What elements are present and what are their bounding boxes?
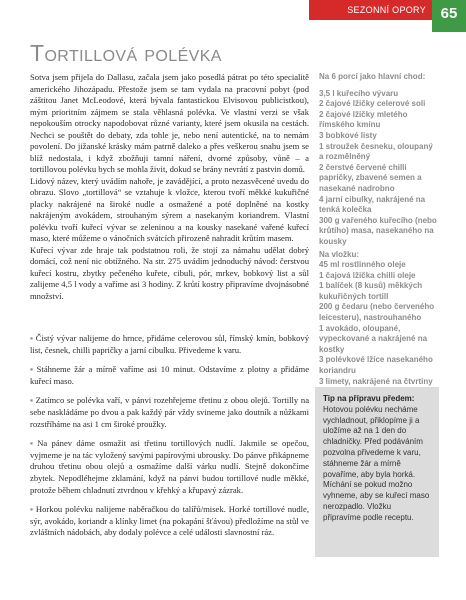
recipe-step bbox=[30, 333, 309, 356]
intro-paragraph: Lidový název, který uvádím nahoře, je zavádějící, a proto nezasvěcené uvedu do obrazu. Slovo „tortillová“ se vztahuje k vložce, kterou tvoří měkké kukuřičné placky nakrájené na široké nudle a osmažené a poté doplněné na kostky nakrájeným avokádem, strouhaným sýrem a nasekaným koriandrem. Vlastní polévku tvoří kuřecí vývar se zeleninou a na kousky nasekané vařené kuřecí maso, které můžeme o vánočních svátcích přirozeně nahradit krůtím masem. bbox=[30, 175, 309, 243]
bullet-icon: ▪ bbox=[30, 333, 34, 343]
ingredient-item: 2 čerstvé červené chilli papričky, zbavené semen a nasekané nadrobno bbox=[319, 162, 422, 193]
recipe-step bbox=[30, 395, 309, 430]
step-text: Zatímco se polévka vaří, v pánvi rozehřejeme třetinu z obou olejů. Tortilly na sebe naskládáme po dvou a pak každý pár vždy svineme jako doutník a nůžkami rozstříháme na asi 1 cm široké proužky. bbox=[30, 395, 310, 429]
recipe-step bbox=[30, 438, 309, 496]
step-text: Na pánev dáme osmažit asi třetinu tortillových nudlí. Jakmile se opečou, vyjmeme je na tác vyložený savými papírovými ubrousky. Do pánve přikápneme druhou třetinu obou olejů a osmažíme další várku nudlí. Stejně dokončíme zbytek. Nepodléhejme zklamání, když na pánvi budou tortillové nudle měkké, protože během chladnutí ztvrdnou v křehký a křupavý zázrak. bbox=[30, 438, 310, 495]
ingredients-heading: Na 6 porcí jako hlavní chod: bbox=[319, 72, 426, 81]
recipe-steps bbox=[30, 333, 309, 547]
tip-heading: Tip na přípravu předem: bbox=[323, 394, 415, 403]
bullet-icon: ▪ bbox=[30, 438, 36, 449]
topping-item: 3 limety, nakrájené na čtvrtiny bbox=[319, 376, 433, 386]
topping-item: 45 ml rostlinného oleje bbox=[319, 260, 406, 270]
ingredient-item: 3,5 l kuřecího vývaru bbox=[319, 88, 399, 98]
topping-item: 1 balíček (8 kusů) měkkých kukuřičných tortill bbox=[319, 281, 423, 301]
page-number: 65 bbox=[432, 0, 466, 32]
intro-text bbox=[30, 72, 309, 302]
ingredient-item: 3 bobkové listy bbox=[319, 130, 377, 140]
tip-text: Hotovou polévku necháme vychladnout, přiklopíme ji a uložíme až na 1 den do chladničky. Před podáváním pozvolna přivedeme k varu, stáhneme žár a mírně povaříme, aby byla horká. Míchání se pokud možno vyhneme, aby se kuřecí maso nerozpadlo. Vložku připravíme podle receptu. bbox=[323, 404, 430, 522]
section-label: SEZONNÍ OPORY bbox=[309, 0, 432, 20]
ingredient-item: 4 jarní cibulky, nakrájené na tenká kolečka bbox=[319, 194, 426, 215]
ingredient-item: 2 čajové lžičky mletého římského kmínu bbox=[319, 109, 408, 130]
topping-item: 200 g čedaru (nebo červeného leicesteru), nastrouhaného bbox=[319, 302, 435, 323]
page-title: Tortillová polévka bbox=[30, 40, 222, 66]
bullet-icon: ▪ bbox=[30, 504, 34, 515]
topping-item: 1 čajová lžička chilli oleje bbox=[319, 270, 416, 280]
recipe-step bbox=[30, 364, 309, 387]
intro-paragraph: Sotva jsem přijela do Dallasu, začala jsem jako posedlá pátrat po této specialitě amerického Jihozápadu. Přestože jsem se tam vydala na pracovní pobyt (pod záštitou Janet McLeodové, která bývala fantastickou Elvisovou publicistkou), mým prioritním zájmem se stala věhlasná polévka. Ve vlastní verzi se však nepokouším otrocky napodobovat různé varianty, které jsem okusila na cestách. Nechci se pouštět do debaty, zda tohle je, nebo není autentické, na to nemám povolení. Do jižanské krásky mám patrně daleko a přes veškerou snahu jsem se blíž nedostala, i když zbožňuji tamní náření, dvorné způsoby, vůně – a tortillovou polévku bych se mohla živit, dokud se brány nevrátí z pastvin domů. bbox=[30, 72, 309, 174]
section-tab bbox=[309, 0, 466, 32]
topping-item: 3 polévkové lžíce nasekaného koriandru bbox=[319, 355, 433, 376]
topping-heading: Na vložku: bbox=[319, 249, 360, 259]
intro-paragraph: Kuřecí vývar zde hraje tak podstatnou roli, že stojí za námahu udělat dobrý domácí, což není nic obtížného. Na str. 275 uvádím jednoduchý návod: čerstvou kuřecí kostru, zbytky pečeného kuřete, cibuli, pór, mrkev, bobkový list a sůl zalijeme 4,5 l vody a vaříme asi 3 hodiny. Z krůtí kostry připravíme dvojnásobné množství. bbox=[30, 244, 309, 301]
step-text: Stáhneme žár a mírně vaříme asi 10 minut. Odstavíme z plotny a přidáme kuřecí maso. bbox=[30, 364, 310, 386]
topping-item: 1 avokádo, oloupané, vypeckované a nakrájené na kostky bbox=[319, 323, 428, 354]
ingredient-item: 2 čajové lžičky celerové soli bbox=[319, 99, 426, 109]
step-text: Čistý vývar nalijeme do hrnce, přidáme celerovou sůl, římský kmín, bobkový list, česnek, chilli papričky a jarní cibulku. Přivedeme k varu. bbox=[30, 333, 309, 355]
ingredient-item: 300 g vařeného kuřecího (nebo krůtího) masa, nasekaného na kousky bbox=[319, 215, 437, 246]
bullet-icon: ▪ bbox=[30, 364, 35, 375]
tip-box bbox=[315, 387, 439, 557]
ingredient-item: 1 stroužek česneku, oloupaný a rozmělněný bbox=[319, 141, 433, 162]
recipe-step bbox=[30, 504, 309, 539]
step-text: Horkou polévku nalijeme naběračkou do talířů/misek. Horké tortillové nudle, sýr, avokádo, koriandr a klínky limet (na pokapání šťávou) předložíme na stůl ve zvláštních nádobách, aby dodaly polévce a celé události slavnostní ráz. bbox=[30, 504, 310, 538]
ingredients-sidebar bbox=[319, 72, 437, 387]
bullet-icon: ▪ bbox=[30, 395, 34, 406]
